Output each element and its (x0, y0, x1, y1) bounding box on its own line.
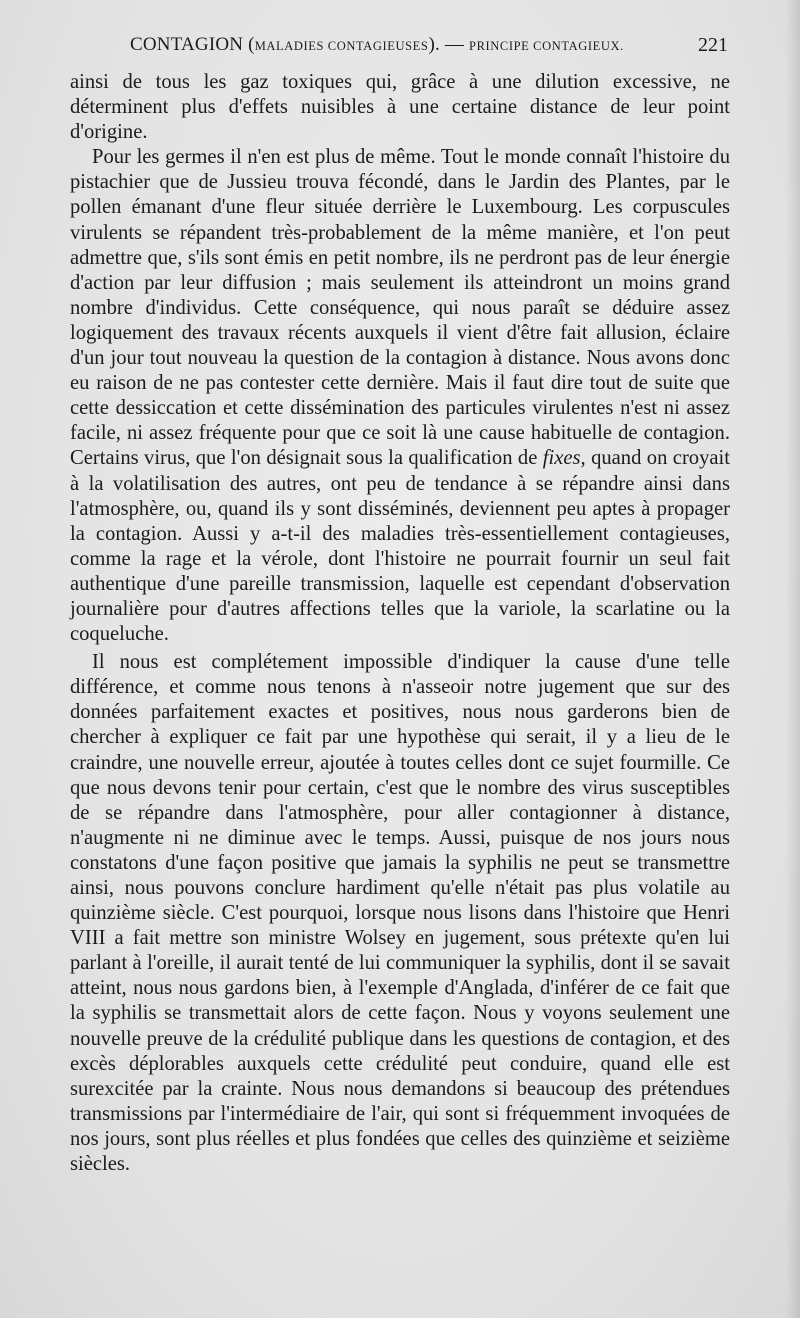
running-header (70, 34, 730, 64)
running-title-subtitle: MALADIES CONTAGIEUSES (254, 39, 429, 53)
body-text (70, 70, 730, 1177)
paragraph-continuation: ainsi de tous les gaz toxiques qui, grâce à une dilution excessive, ne déterminent plus d'effets nuisibles à une certaine distance de leur point d'origine. (70, 71, 730, 144)
page-number: 221 (698, 34, 728, 56)
italic-term-fixes: fixes (542, 447, 581, 470)
running-title-separator: ). — (428, 34, 470, 55)
running-title (130, 34, 624, 56)
page-edge-shadow (786, 0, 800, 1318)
running-title-section: PRINCIPE CONTAGIEUX. (469, 39, 624, 53)
paragraph-germes-part1: Pour les germes il n'en est plus de même. Tout le monde connaît l'histoire du pistachier que de Jussieu trouva fécondé, dans le Jardin des Plantes, par le pollen émanant d'une fleur située derrière le Luxembourg. Les corpuscules virulents se répandent très-probablement de la même manière, et l'on peut admettre que, s'ils sont émis en petit nombre, ils ne perdront pas de leur énergie d'action par leur diffusion ; mais seulement ils atteindront un moins grand nombre d'individus. Cette conséquence, qui nous paraît se déduire assez logiquement des travaux récents auxquels il vient d'être fait allusion, éclaire d'un jour tout nouveau la question de la contagion à distance. Nous avons donc eu raison de ne pas contester cette dernière. Mais il faut dire tout de suite que cette dessiccation et cette dissémination des particules virulentes n'est ni assez facile, ni assez fréquente pour que ce soit là une cause habituelle de contagion. Certains virus, que l'on désignait sous la qualification de (70, 146, 730, 470)
paragraph-germes (70, 145, 730, 647)
paragraph-difference: Il nous est complétement impossible d'indiquer la cause d'une telle différence, et comme nous tenons à n'asseoir notre jugement que sur des données parfaitement exactes et positives, nous nous garderons bien de chercher à expliquer ce fait par une hypothèse qui serait, il y a lieu de le craindre, une nouvelle erreur, ajoutée à toutes celles dont ce sujet fourmille. Ce que nous devons tenir pour certain, c'est que le nombre des virus susceptibles de se répandre dans l'atmosphère, pour aller contagionner à distance, n'augmente ni ne diminue avec le temps. Aussi, puisque de nos jours nous constatons d'une façon positive que jamais la syphilis ne peut se transmettre ainsi, nous pouvons conclure hardiment qu'elle n'était pas plus volatile au quinzième siècle. C'est pourquoi, lorsque nous lisons dans l'histoire que Henri VIII a fait mettre son ministre Wolsey en jugement, sous prétexte qu'en lui parlant à l'oreille, il aurait tenté de lui communiquer la syphilis, dont il se savait atteint, nous nous gardons bien, à l'exemple d'Anglada, d'inférer de ce fait que la syphilis se transmettait alors de cette façon. Nous y voyons seulement une nouvelle preuve de la crédulité publique dans les questions de contagion, et des excès déplorables auxquels cette crédulité peut conduire, quand elle est surexcitée par la crainte. Nous nous demandons si beaucoup des prétendues transmissions par l'intermédiaire de l'air, qui sont si fréquemment invoquées de nos jours, sont plus réelles et plus fondées que celles des quinzième et seizième siècles. (70, 651, 730, 1176)
paragraph-germes-part2: , quand on croyait à la volatilisation des autres, ont peu de tendance à se répandre ainsi dans l'atmosphère, ou, quand ils y sont disséminés, deviennent peu aptes à propager la contagion. Aussi y a-t-il des maladies très-essentiellement contagieuses, comme la rage et la vérole, dont l'histoire ne pourrait fournir un seul fait authentique d'une pareille transmission, laquelle est cependant d'observation journalière pour d'autres affections telles que la variole, la scarlatine ou la coqueluche. (70, 447, 730, 646)
running-title-main: CONTAGION ( (130, 34, 255, 55)
